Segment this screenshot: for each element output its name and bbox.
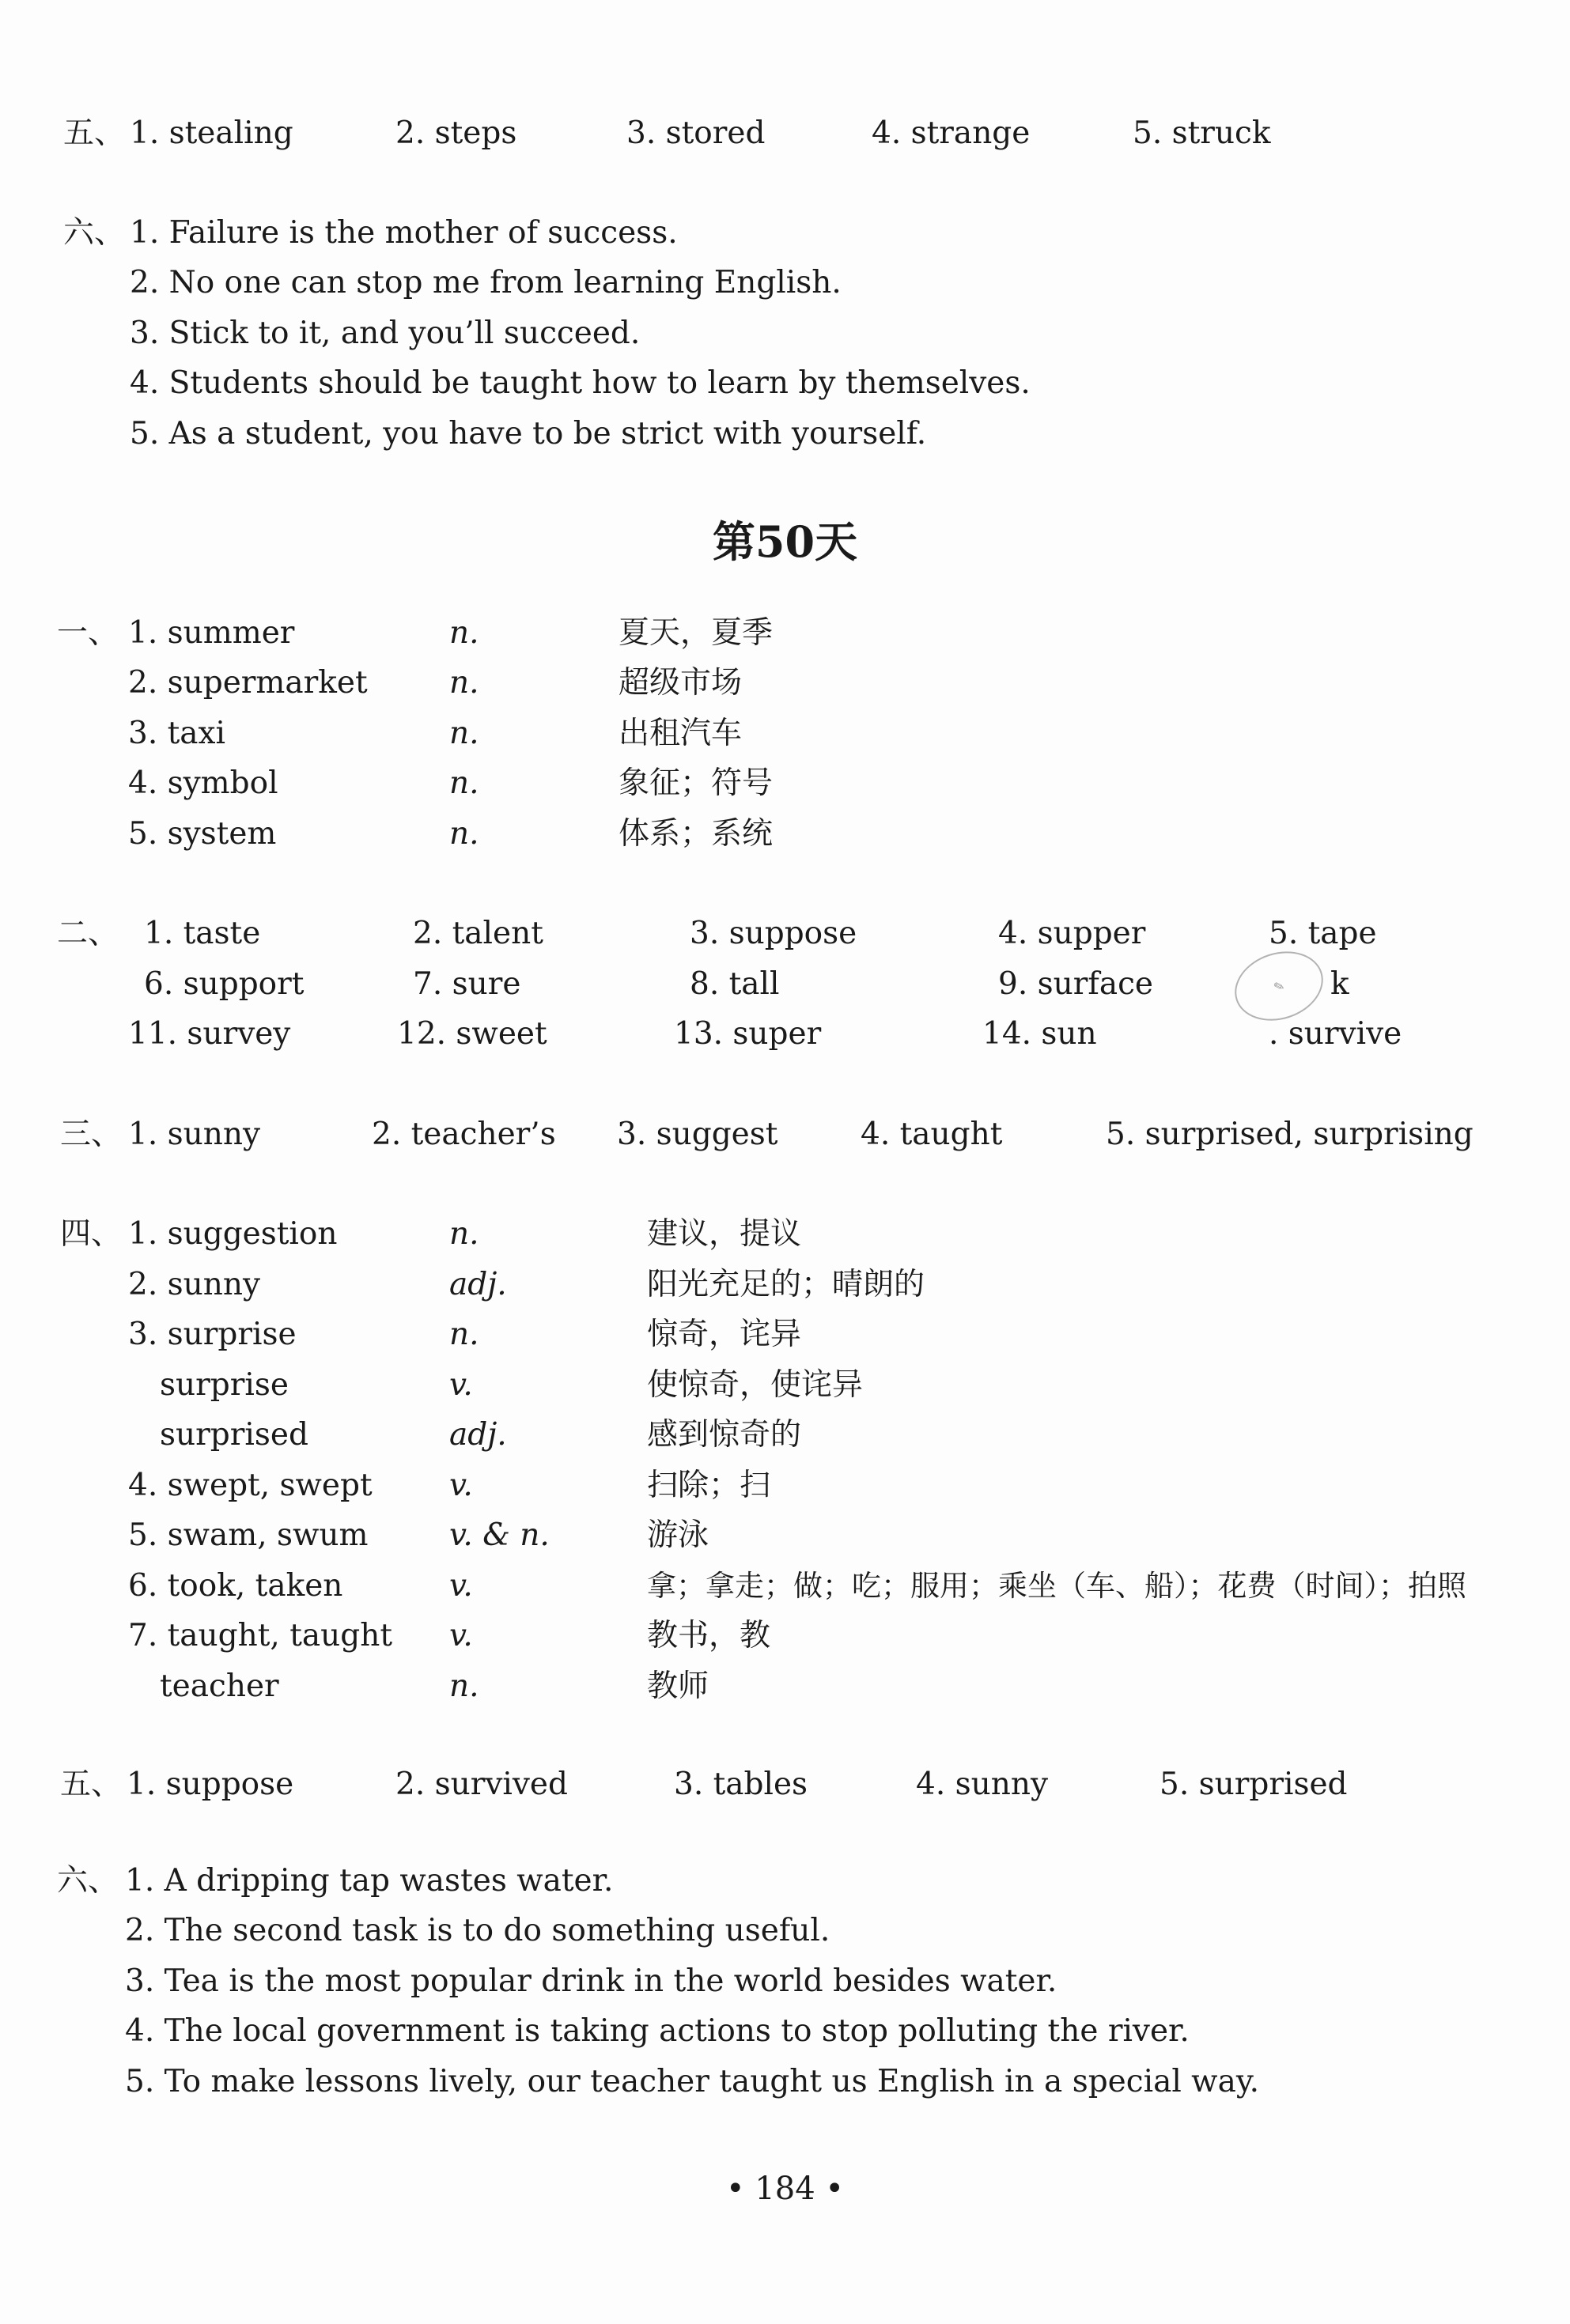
page-number: • 184 • — [726, 2171, 844, 2207]
s4-pos: v. — [449, 1367, 473, 1403]
s2-item: 2. talent — [413, 916, 543, 951]
s2-item: . survive — [1269, 1016, 1402, 1052]
s4-word: teacher — [160, 1668, 279, 1704]
s5-item: 5. surprised — [1160, 1767, 1348, 1802]
prev-s5-item-3: 3. stored — [626, 115, 766, 151]
section-1-label: 一、 — [57, 615, 119, 651]
s4-pos: v. — [449, 1468, 473, 1503]
s1-pos: n. — [449, 716, 479, 751]
s4-meaning: 扫除；扫 — [647, 1468, 771, 1503]
s4-pos: n. — [449, 1317, 479, 1352]
s4-word: 2. sunny — [128, 1267, 261, 1302]
s3-item: 5. surprised, surprising — [1106, 1117, 1474, 1152]
s2-item: 9. surface — [998, 966, 1153, 1002]
s2-item: 4. supper — [998, 916, 1146, 951]
s5-item: 3. tables — [674, 1767, 808, 1802]
s4-meaning: 教书，教 — [647, 1618, 771, 1653]
s4-meaning: 教师 — [647, 1668, 709, 1704]
s4-word: 7. taught, taught — [128, 1618, 392, 1653]
s2-item: 1. taste — [144, 916, 261, 951]
s6-sentence-1: 1. A dripping tap wastes water. — [125, 1863, 614, 1899]
section-3-label: 三、 — [60, 1117, 123, 1152]
s3-item: 4. taught — [861, 1117, 1003, 1152]
s4-meaning: 使惊奇，使诧异 — [647, 1367, 864, 1403]
s1-meaning: 出租汽车 — [619, 716, 743, 751]
s2-item: k — [1330, 966, 1349, 1002]
s4-word: 1. suggestion — [128, 1216, 338, 1252]
s5-item: 1. suppose — [127, 1767, 294, 1802]
s4-meaning: 惊奇，诧异 — [647, 1317, 802, 1352]
prev-s6-sentence-3: 3. Stick to it, and you’ll succeed. — [130, 316, 641, 351]
s4-word: 5. swam, swum — [128, 1517, 369, 1553]
s1-meaning: 夏天，夏季 — [619, 615, 774, 651]
s2-item: 13. super — [674, 1016, 822, 1052]
s6-sentence-5: 5. To make lessons lively, our teacher taught us English in a special way. — [125, 2064, 1260, 2099]
s2-item: 5. tape — [1269, 916, 1377, 951]
s1-word: 5. system — [128, 816, 277, 852]
s6-sentence-4: 4. The local government is taking actions to stop polluting the river. — [125, 2013, 1190, 2049]
s4-word: surprised — [160, 1417, 308, 1453]
s1-word: 3. taxi — [128, 716, 225, 751]
section-2-label: 二、 — [57, 916, 119, 951]
s1-pos: n. — [449, 615, 479, 651]
prev-s6-sentence-5: 5. As a student, you have to be strict with yourself. — [130, 416, 927, 452]
s4-pos: adj. — [449, 1417, 507, 1453]
watermark-stamp-icon: ✎ — [1226, 940, 1332, 1031]
s3-item: 2. teacher’s — [372, 1117, 556, 1152]
s1-word: 1. summer — [128, 615, 295, 651]
prev-s5-item-1: 1. stealing — [130, 115, 293, 151]
s4-pos: v. & n. — [449, 1517, 550, 1553]
s4-word: 4. swept, swept — [128, 1468, 373, 1503]
s4-meaning: 建议，提议 — [647, 1216, 802, 1252]
s2-item: 11. survey — [128, 1016, 291, 1052]
s4-meaning: 阳光充足的；晴朗的 — [647, 1267, 925, 1302]
s4-pos: adj. — [449, 1267, 507, 1302]
section-4-label: 四、 — [60, 1216, 123, 1252]
s1-meaning: 体系；系统 — [619, 816, 774, 852]
s3-item: 3. suggest — [617, 1117, 778, 1152]
s1-pos: n. — [449, 816, 479, 852]
s2-item: 7. sure — [413, 966, 521, 1002]
s4-pos: n. — [449, 1216, 479, 1252]
s1-word: 4. symbol — [128, 765, 278, 801]
s4-meaning: 感到惊奇的 — [647, 1417, 802, 1453]
prev-s5-item-5: 5. struck — [1133, 115, 1271, 151]
s3-item: 1. sunny — [128, 1117, 261, 1152]
s2-item: 6. support — [144, 966, 305, 1002]
s5-item: 2. survived — [395, 1767, 568, 1802]
s1-meaning: 象征；符号 — [619, 765, 774, 801]
prev-s6-sentence-2: 2. No one can stop me from learning English. — [130, 265, 842, 300]
prev-s6-sentence-1: 1. Failure is the mother of success. — [130, 215, 678, 251]
s1-pos: n. — [449, 765, 479, 801]
s2-item: 3. suppose — [690, 916, 857, 951]
section-5-label: 五、 — [60, 1767, 123, 1802]
s4-word: 6. took, taken — [128, 1568, 343, 1604]
s4-word: 3. surprise — [128, 1317, 297, 1352]
prev-s5-item-2: 2. steps — [395, 115, 517, 151]
s4-pos: v. — [449, 1568, 473, 1604]
s2-item: 12. sweet — [397, 1016, 547, 1052]
section-6-label: 六、 — [57, 1863, 119, 1899]
s1-pos: n. — [449, 665, 479, 701]
prev-s5-item-4: 4. strange — [872, 115, 1031, 151]
s1-meaning: 超级市场 — [619, 665, 743, 701]
prev-s6-sentence-4: 4. Students should be taught how to learn by themselves. — [130, 365, 1031, 401]
prev-section-5-label: 五、 — [63, 115, 126, 151]
s4-word: surprise — [160, 1367, 289, 1403]
s1-word: 2. supermarket — [128, 665, 368, 701]
s4-meaning: 拿；拿走；做；吃；服用；乘坐（车、船）；花费（时间）；拍照 — [647, 1569, 1466, 1603]
s4-pos: n. — [449, 1668, 479, 1704]
s2-item: 14. sun — [982, 1016, 1097, 1052]
s2-item: 8. tall — [690, 966, 780, 1002]
s5-item: 4. sunny — [916, 1767, 1049, 1802]
s6-sentence-2: 2. The second task is to do something useful. — [125, 1913, 830, 1948]
s4-meaning: 游泳 — [647, 1517, 709, 1553]
s4-pos: v. — [449, 1618, 473, 1653]
prev-section-6-label: 六、 — [63, 215, 126, 251]
day-title: 第50天 — [712, 516, 858, 567]
s6-sentence-3: 3. Tea is the most popular drink in the world besides water. — [125, 1963, 1057, 1999]
